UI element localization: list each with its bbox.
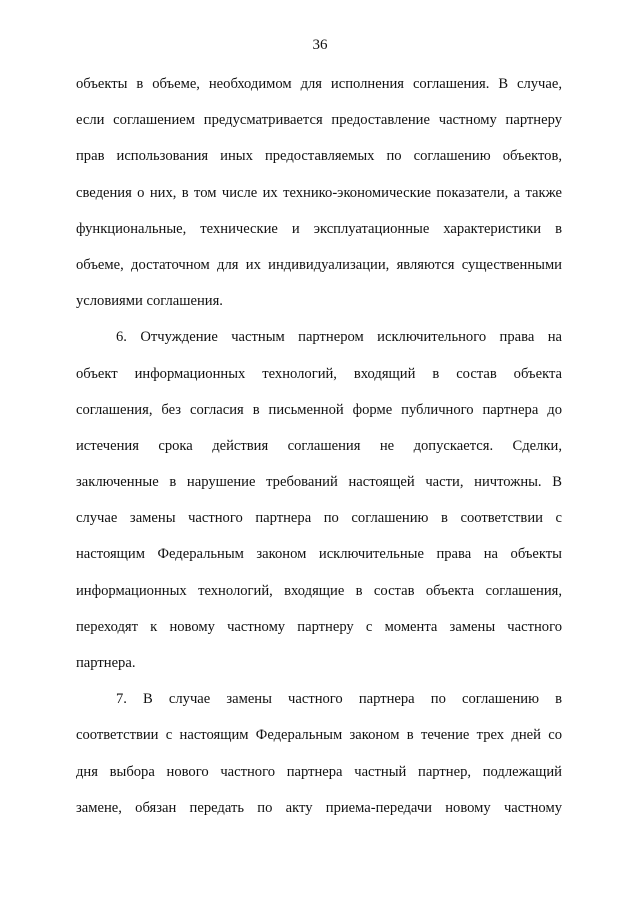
text-line: дня выбора нового частного партнера частный партнер, подлежащий [76, 763, 562, 780]
paragraph-6 [76, 319, 562, 681]
text-line: 7. В случае замены частного партнера по соглашению в [116, 691, 562, 708]
text-line: замене, обязан передать по акту приема-передачи новому частному [76, 799, 562, 816]
text-line: 6. Отчуждение частным партнером исключительного права на [116, 329, 562, 346]
text-line: случае замены частного партнера по соглашению в соответствии с [76, 510, 562, 527]
text-line: прав использования иных предоставляемых по соглашению объектов, [76, 148, 562, 165]
paragraph-continuation [76, 66, 562, 319]
document-body [76, 66, 562, 826]
text-line: объект информационных технологий, входящий в состав объекта [76, 365, 562, 382]
text-line: соответствии с настоящим Федеральным законом в течение трех дней со [76, 727, 562, 744]
text-line: истечения срока действия соглашения не допускается. Сделки, [76, 437, 562, 454]
text-line: если соглашением предусматривается предоставление частному партнеру [76, 112, 562, 129]
text-line: заключенные в нарушение требований настоящей части, ничтожны. В [76, 474, 562, 491]
text-line: соглашения, без согласия в письменной форме публичного партнера до [76, 401, 562, 418]
text-line: переходят к новому частному партнеру с момента замены частного [76, 618, 562, 635]
text-line: информационных технологий, входящие в состав объекта соглашения, [76, 582, 562, 599]
text-line: функциональные, технические и эксплуатационные характеристики в [76, 220, 562, 237]
text-line: объеме, достаточном для их индивидуализации, являются существенными [76, 256, 562, 273]
text-line: сведения о них, в том числе их технико-экономические показатели, а также [76, 184, 562, 201]
paragraph-7 [76, 681, 562, 826]
text-line: партнера. [76, 655, 136, 671]
page-number: 36 [312, 37, 328, 53]
text-line: условиями соглашения. [76, 293, 223, 310]
text-line: объекты в объеме, необходимом для исполнения соглашения. В случае, [76, 76, 562, 92]
text-line: настоящим Федеральным законом исключительные права на объекты [76, 546, 562, 563]
